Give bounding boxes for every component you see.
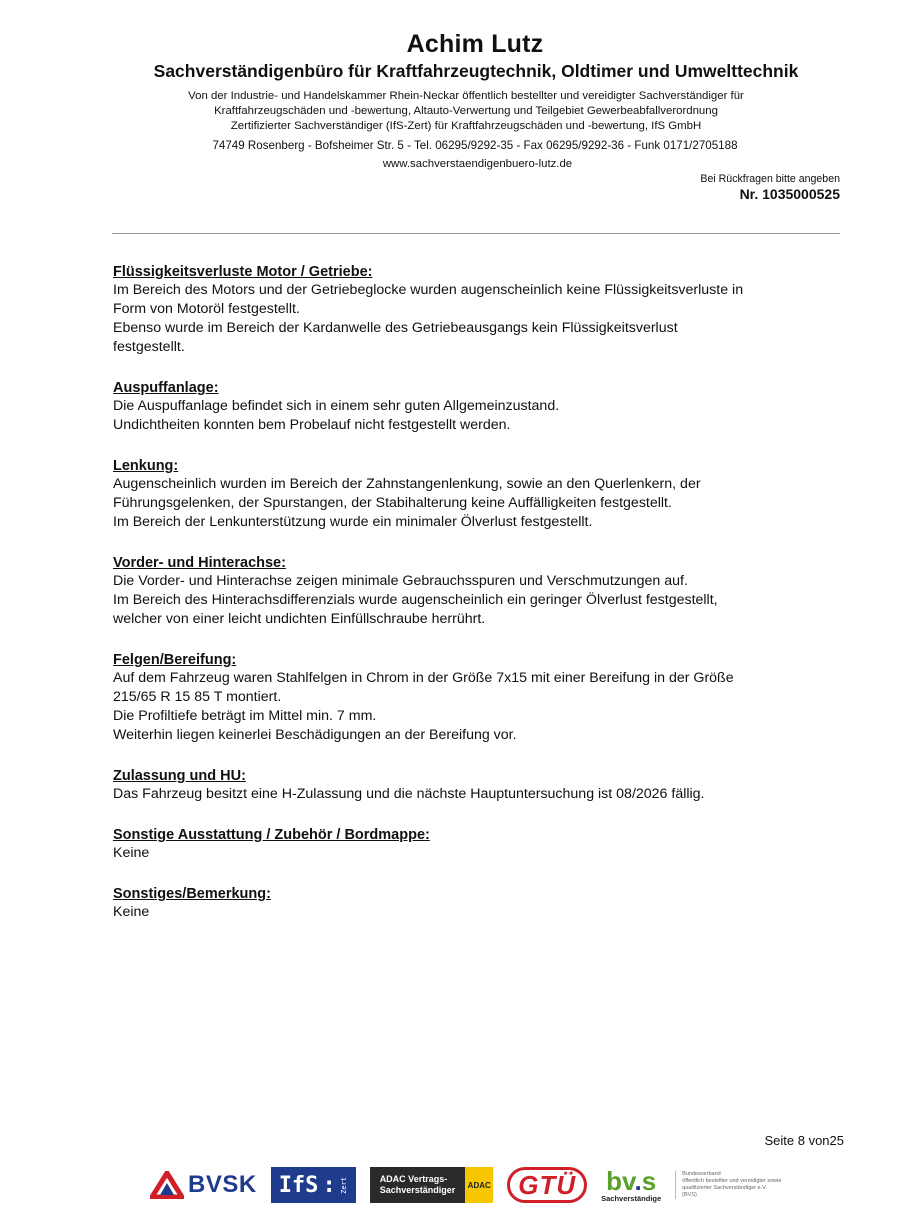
bvsk-triangle-icon <box>150 1171 184 1199</box>
expert-name: Achim Lutz <box>406 30 544 58</box>
credentials-line: Zertifizierter Sachverständiger (IfS-Zert) für Kraftfahrzeugschäden und -bewertung, IfS GmbH <box>230 120 702 132</box>
section-line: Im Bereich der Lenkunterstützung wurde ein minimaler Ölverlust festgestellt. <box>113 514 593 530</box>
website-link[interactable]: www.sachverstaendigenbuero-lutz.de <box>382 158 573 170</box>
reference-number: Nr. 1035000525 <box>739 186 840 202</box>
section-wheels-tires <box>113 651 853 745</box>
credentials <box>0 89 900 134</box>
report-body <box>113 263 853 944</box>
reference-block <box>700 172 840 203</box>
contact-address: 74749 Rosenberg - Bofsheimer Str. 5 - Tel. 06295/9292-35 - Fax 06295/9292-36 - Funk 0171/2705188 <box>212 139 738 152</box>
ifs-sub-text: Zert <box>339 1176 348 1194</box>
bvs-desc-line: qualifizierter Sachverständiger e.V. (BVS) <box>682 1185 767 1198</box>
section-line: 215/65 R 15 85 T montiert. <box>113 689 282 705</box>
bvs-dot: . <box>634 1165 642 1196</box>
section-registration <box>113 767 853 804</box>
section-line: welcher von einer leicht undichten Einfüllschraube herrührt. <box>113 611 486 627</box>
credentials-line: Kraftfahrzeugschäden und -bewertung, Altauto-Verwertung und Teilgebiet Gewerbeabfallverordnung <box>214 105 718 117</box>
bvs-text-end: s <box>641 1165 657 1196</box>
adac-logo <box>370 1167 494 1203</box>
section-line: Weiterhin liegen keinerlei Beschädigungen an der Bereifung vor. <box>113 727 517 743</box>
page-number: Seite 8 von25 <box>764 1133 844 1148</box>
adac-line: Sachverständiger <box>379 1185 456 1195</box>
gtue-logo: GTÜ <box>507 1167 587 1203</box>
section-exhaust <box>113 379 853 435</box>
section-line: Ebenso wurde im Bereich der Kardanwelle des Getriebeausgangs kein Flüssigkeitsverlust <box>113 320 678 336</box>
section-line: Die Vorder- und Hinterachse zeigen minimale Gebrauchsspuren und Verschmutzungen auf. <box>113 573 688 589</box>
section-line: Im Bereich des Motors und der Getriebeglocke wurden augenscheinlich keine Flüssigkeitsverluste in <box>113 282 744 298</box>
footer-logos <box>150 1160 782 1210</box>
bvsk-text: BVSK <box>188 1171 257 1198</box>
bvs-logo <box>601 1165 662 1203</box>
section-line: Keine <box>113 845 150 861</box>
section-title: Vorder- und Hinterachse: <box>113 555 286 571</box>
bvs-description <box>675 1171 782 1199</box>
section-line: Augenscheinlich wurden im Bereich der Zahnstangenlenkung, sowie an den Querlenkern, der <box>113 476 701 492</box>
credentials-line: Von der Industrie- und Handelskammer Rhein-Neckar öffentlich bestellter und vereidigter Sachverständiger für <box>188 90 744 102</box>
bvs-text-main: bv <box>606 1165 635 1196</box>
section-remarks <box>113 885 853 922</box>
bvs-subtitle: Sachverständige <box>601 1193 662 1203</box>
section-title: Sonstige Ausstattung / Zubehör / Bordmappe: <box>113 827 430 843</box>
section-line: Auf dem Fahrzeug waren Stahlfelgen in Chrom in der Größe 7x15 mit einer Bereifung in der Größe <box>113 670 734 686</box>
ifs-logo: IfS : Zert <box>271 1167 356 1203</box>
bvs-desc-line: öffentlich bestellter und vereidigter sowie <box>682 1178 782 1184</box>
section-title: Zulassung und HU: <box>113 768 246 784</box>
section-title: Flüssigkeitsverluste Motor / Getriebe: <box>113 264 373 280</box>
bvsk-logo <box>150 1171 257 1199</box>
section-equipment <box>113 826 853 863</box>
section-line: Die Auspuffanlage befindet sich in einem sehr guten Allgemeinzustand. <box>113 398 560 414</box>
section-line: Das Fahrzeug besitzt eine H-Zulassung und die nächste Hauptuntersuchung ist 08/2026 fällig. <box>113 786 705 802</box>
section-line: festgestellt. <box>113 339 185 355</box>
ifs-text: IfS <box>278 1172 319 1198</box>
reference-label: Bei Rückfragen bitte angeben <box>700 173 840 185</box>
adac-line: ADAC Vertrags- <box>379 1174 448 1184</box>
section-axles <box>113 554 853 629</box>
section-steering <box>113 457 853 532</box>
section-line: Keine <box>113 904 150 920</box>
adac-mark: ADAC <box>465 1167 493 1203</box>
section-line: Form von Motoröl festgestellt. <box>113 301 300 317</box>
section-line: Undichtheiten konnten bem Probelauf nicht festgestellt werden. <box>113 417 511 433</box>
section-line: Die Profiltiefe beträgt im Mittel min. 7 mm. <box>113 708 377 724</box>
section-title: Sonstiges/Bemerkung: <box>113 886 271 902</box>
section-title: Auspuffanlage: <box>113 380 219 396</box>
section-line: Im Bereich des Hinterachsdifferenzials wurde augenscheinlich ein geringer Ölverlust festgestellt, <box>113 592 718 608</box>
section-title: Felgen/Bereifung: <box>113 652 237 668</box>
section-line: Führungsgelenken, der Spurstangen, der Stabihalterung keine Auffälligkeiten festgestellt. <box>113 495 672 511</box>
office-title: Sachverständigenbüro für Kraftfahrzeugtechnik, Oldtimer und Umwelttechnik <box>153 61 799 81</box>
header-divider <box>112 233 840 234</box>
section-title: Lenkung: <box>113 458 179 474</box>
section-fluid-loss <box>113 263 853 357</box>
bvs-desc-line: Bundesverband <box>682 1171 721 1177</box>
